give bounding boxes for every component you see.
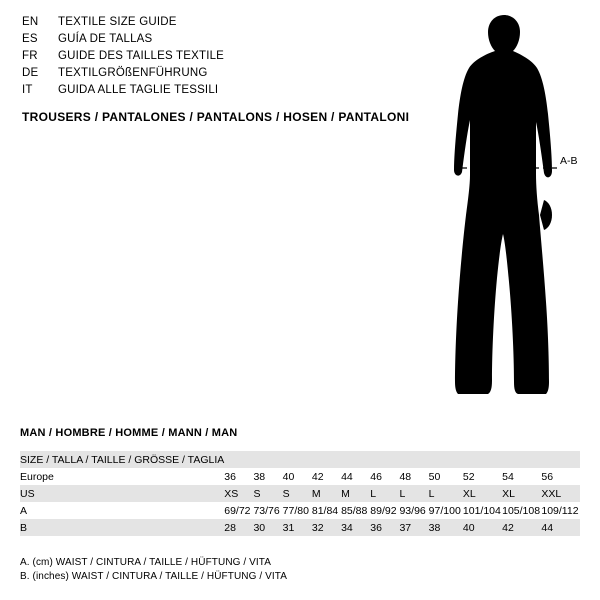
cell: 52 (462, 470, 475, 483)
language-title: TEXTILE SIZE GUIDE (58, 16, 177, 28)
cell: 31 (282, 521, 295, 534)
garment-type-title: TROUSERS / PANTALONES / PANTALONS / HOSEN / PANTALONI (22, 110, 410, 124)
cell: M (341, 487, 350, 500)
cell: S (253, 487, 261, 500)
cell: 30 (253, 521, 266, 534)
language-row (22, 14, 402, 31)
cell (399, 451, 428, 468)
cell (370, 451, 399, 468)
table-row (20, 519, 580, 536)
cell: 77/80 (282, 504, 309, 517)
language-code: DE (22, 67, 39, 79)
cell (283, 451, 312, 468)
cell (253, 451, 282, 468)
cell: M (311, 487, 321, 500)
cell: 73/76 (253, 504, 280, 517)
cell (502, 451, 541, 468)
cell (341, 451, 370, 468)
language-code: EN (22, 16, 39, 28)
cell: XS (224, 487, 239, 500)
figure-illustration (400, 10, 600, 410)
cell: 109/112 (541, 504, 579, 517)
cell (224, 451, 253, 468)
cell (312, 451, 341, 468)
table-title: MAN / HOMBRE / HOMME / MANN / MAN (20, 427, 238, 439)
footnote-b: B. (inches) WAIST / CINTURA / TAILLE / HÜFTUNG / VITA (20, 571, 288, 582)
cell: S (282, 487, 290, 500)
cell: 46 (370, 470, 382, 483)
cell: 37 (399, 521, 412, 534)
footnote-a: A. (cm) WAIST / CINTURA / TAILLE / HÜFTUNG / VITA (20, 557, 272, 568)
cell: 54 (502, 470, 514, 483)
cell: L (370, 487, 377, 500)
language-title: GUIDE DES TAILLES TEXTILE (58, 50, 225, 62)
table-row (20, 485, 580, 502)
cell: 48 (399, 470, 412, 483)
cell: 44 (341, 470, 353, 483)
cell: 44 (541, 521, 554, 534)
cell: 69/72 (224, 504, 251, 517)
cell: XXL (541, 487, 562, 500)
language-title: GUÍA DE TALLAS (58, 33, 153, 45)
row-label: A (20, 504, 28, 517)
cell: 38 (253, 470, 266, 483)
language-row (22, 65, 402, 82)
table-row (20, 468, 580, 485)
language-title: GUIDA ALLE TAGLIE TESSILI (58, 84, 219, 96)
standing-man-silhouette-icon (400, 10, 600, 410)
cell: 40 (282, 470, 295, 483)
table-row (20, 451, 580, 468)
cell: 34 (341, 521, 353, 534)
cell: 40 (462, 521, 475, 534)
cell: 36 (370, 521, 382, 534)
language-title-block (22, 14, 402, 99)
cell: 81/84 (311, 504, 339, 517)
language-title: TEXTILGRÖßENFÜHRUNG (58, 67, 208, 79)
row-label: US (20, 487, 35, 500)
language-code: IT (22, 84, 33, 96)
cell: 105/108 (502, 504, 541, 517)
table-row (20, 502, 580, 519)
footnotes (20, 556, 287, 584)
cell (541, 451, 580, 468)
cell: L (428, 487, 435, 500)
cell: 32 (311, 521, 324, 534)
cell: 93/96 (399, 504, 426, 517)
cell: 89/92 (370, 504, 397, 517)
cell: L (399, 487, 406, 500)
cell: 97/100 (428, 504, 461, 517)
language-code: ES (22, 33, 38, 45)
cell (429, 451, 463, 468)
measurement-label-ab: A-B (560, 155, 578, 167)
row-label: Europe (20, 470, 54, 483)
cell: 50 (428, 470, 441, 483)
cell: 85/88 (341, 504, 368, 517)
row-label: SIZE / TALLA / TAILLE / GRÖSSE / TAGLIA (20, 453, 225, 466)
cell: XL (462, 487, 476, 500)
size-table (20, 451, 580, 536)
language-code: FR (22, 50, 38, 62)
cell: 42 (502, 521, 514, 534)
language-row (22, 31, 402, 48)
cell: XL (502, 487, 515, 500)
cell: 101/104 (462, 504, 501, 517)
row-label: B (20, 521, 28, 534)
cell: 36 (224, 470, 236, 483)
cell: 28 (224, 521, 236, 534)
cell: 56 (541, 470, 554, 483)
cell: 42 (311, 470, 324, 483)
cell: 38 (428, 521, 441, 534)
language-row (22, 48, 402, 65)
cell (463, 451, 502, 468)
language-row (22, 82, 402, 99)
